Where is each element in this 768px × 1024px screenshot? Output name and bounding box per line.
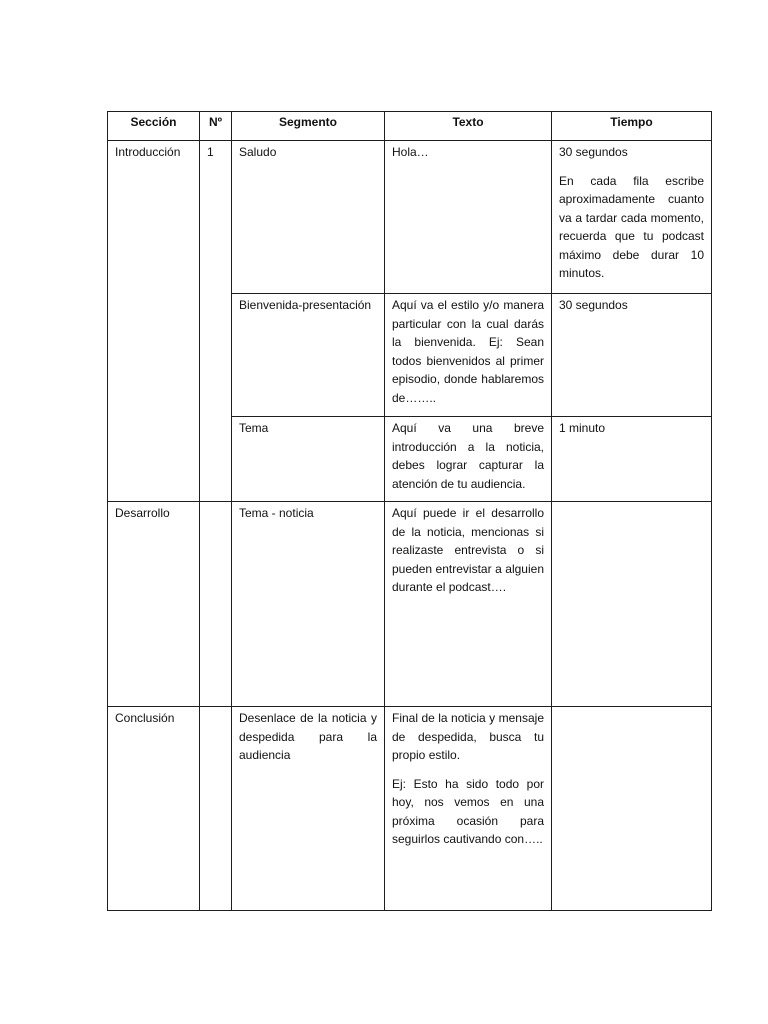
time-cell xyxy=(552,417,712,502)
header-segmento: Segmento xyxy=(232,112,385,141)
time-cell xyxy=(552,707,712,911)
time-paragraph: 1 minuto xyxy=(559,421,606,435)
text-cell xyxy=(385,294,552,417)
table-header-row xyxy=(108,112,712,141)
header-numero: Nº xyxy=(200,112,232,141)
text-paragraph: Ej: Esto ha sido todo por hoy, nos vemos en una próxima ocasión para seguirlos cautivando con….. xyxy=(392,776,544,846)
time-paragraph: 30 segundos xyxy=(559,145,628,159)
segment-cell: Tema - noticia xyxy=(232,502,385,707)
section-cell: Conclusión xyxy=(108,707,200,911)
text-cell xyxy=(385,502,552,707)
section-cell: Desarrollo xyxy=(108,502,200,707)
number-cell: 1 xyxy=(200,141,232,502)
section-cell: Introducción xyxy=(108,141,200,502)
text-paragraph: Aquí puede ir el desarrollo de la noticia, mencionas si realizaste entrevista o si pueden entrevistar a alguien durante el podcast…. xyxy=(392,506,544,594)
header-texto: Texto xyxy=(385,112,552,141)
text-paragraph: Aquí va una breve introducción a la noticia, debes lograr capturar la atención de tu audiencia. xyxy=(392,421,544,491)
header-seccion: Sección xyxy=(108,112,200,141)
time-cell xyxy=(552,141,712,294)
segment-cell: Desenlace de la noticia y despedida para la audiencia xyxy=(232,707,385,911)
text-paragraph: Final de la noticia y mensaje de despedida, busca tu propio estilo. xyxy=(392,711,544,762)
table-row xyxy=(108,141,712,294)
table-row xyxy=(108,707,712,911)
text-cell xyxy=(385,707,552,911)
number-cell xyxy=(200,502,232,707)
text-paragraph: Aquí va el estilo y/o manera particular con la cual darás la bienvenida. Ej: Sean todos bienvenidos al primer episodio, donde hablaremos de…….. xyxy=(392,298,544,405)
time-paragraph: 30 segundos xyxy=(559,298,628,312)
time-cell xyxy=(552,502,712,707)
time-paragraph: En cada fila escribe aproximadamente cuanto va a tardar cada momento, recuerda que tu podcast máximo debe durar 10 minutos. xyxy=(559,173,704,280)
table-row xyxy=(108,502,712,707)
segment-cell: Bienvenida-presentación xyxy=(232,294,385,417)
text-paragraph: Hola… xyxy=(392,145,429,159)
time-cell xyxy=(552,294,712,417)
podcast-script-table xyxy=(107,111,712,911)
segment-cell: Tema xyxy=(232,417,385,502)
number-cell xyxy=(200,707,232,911)
header-tiempo: Tiempo xyxy=(552,112,712,141)
text-cell xyxy=(385,417,552,502)
segment-cell: Saludo xyxy=(232,141,385,294)
text-cell xyxy=(385,141,552,294)
